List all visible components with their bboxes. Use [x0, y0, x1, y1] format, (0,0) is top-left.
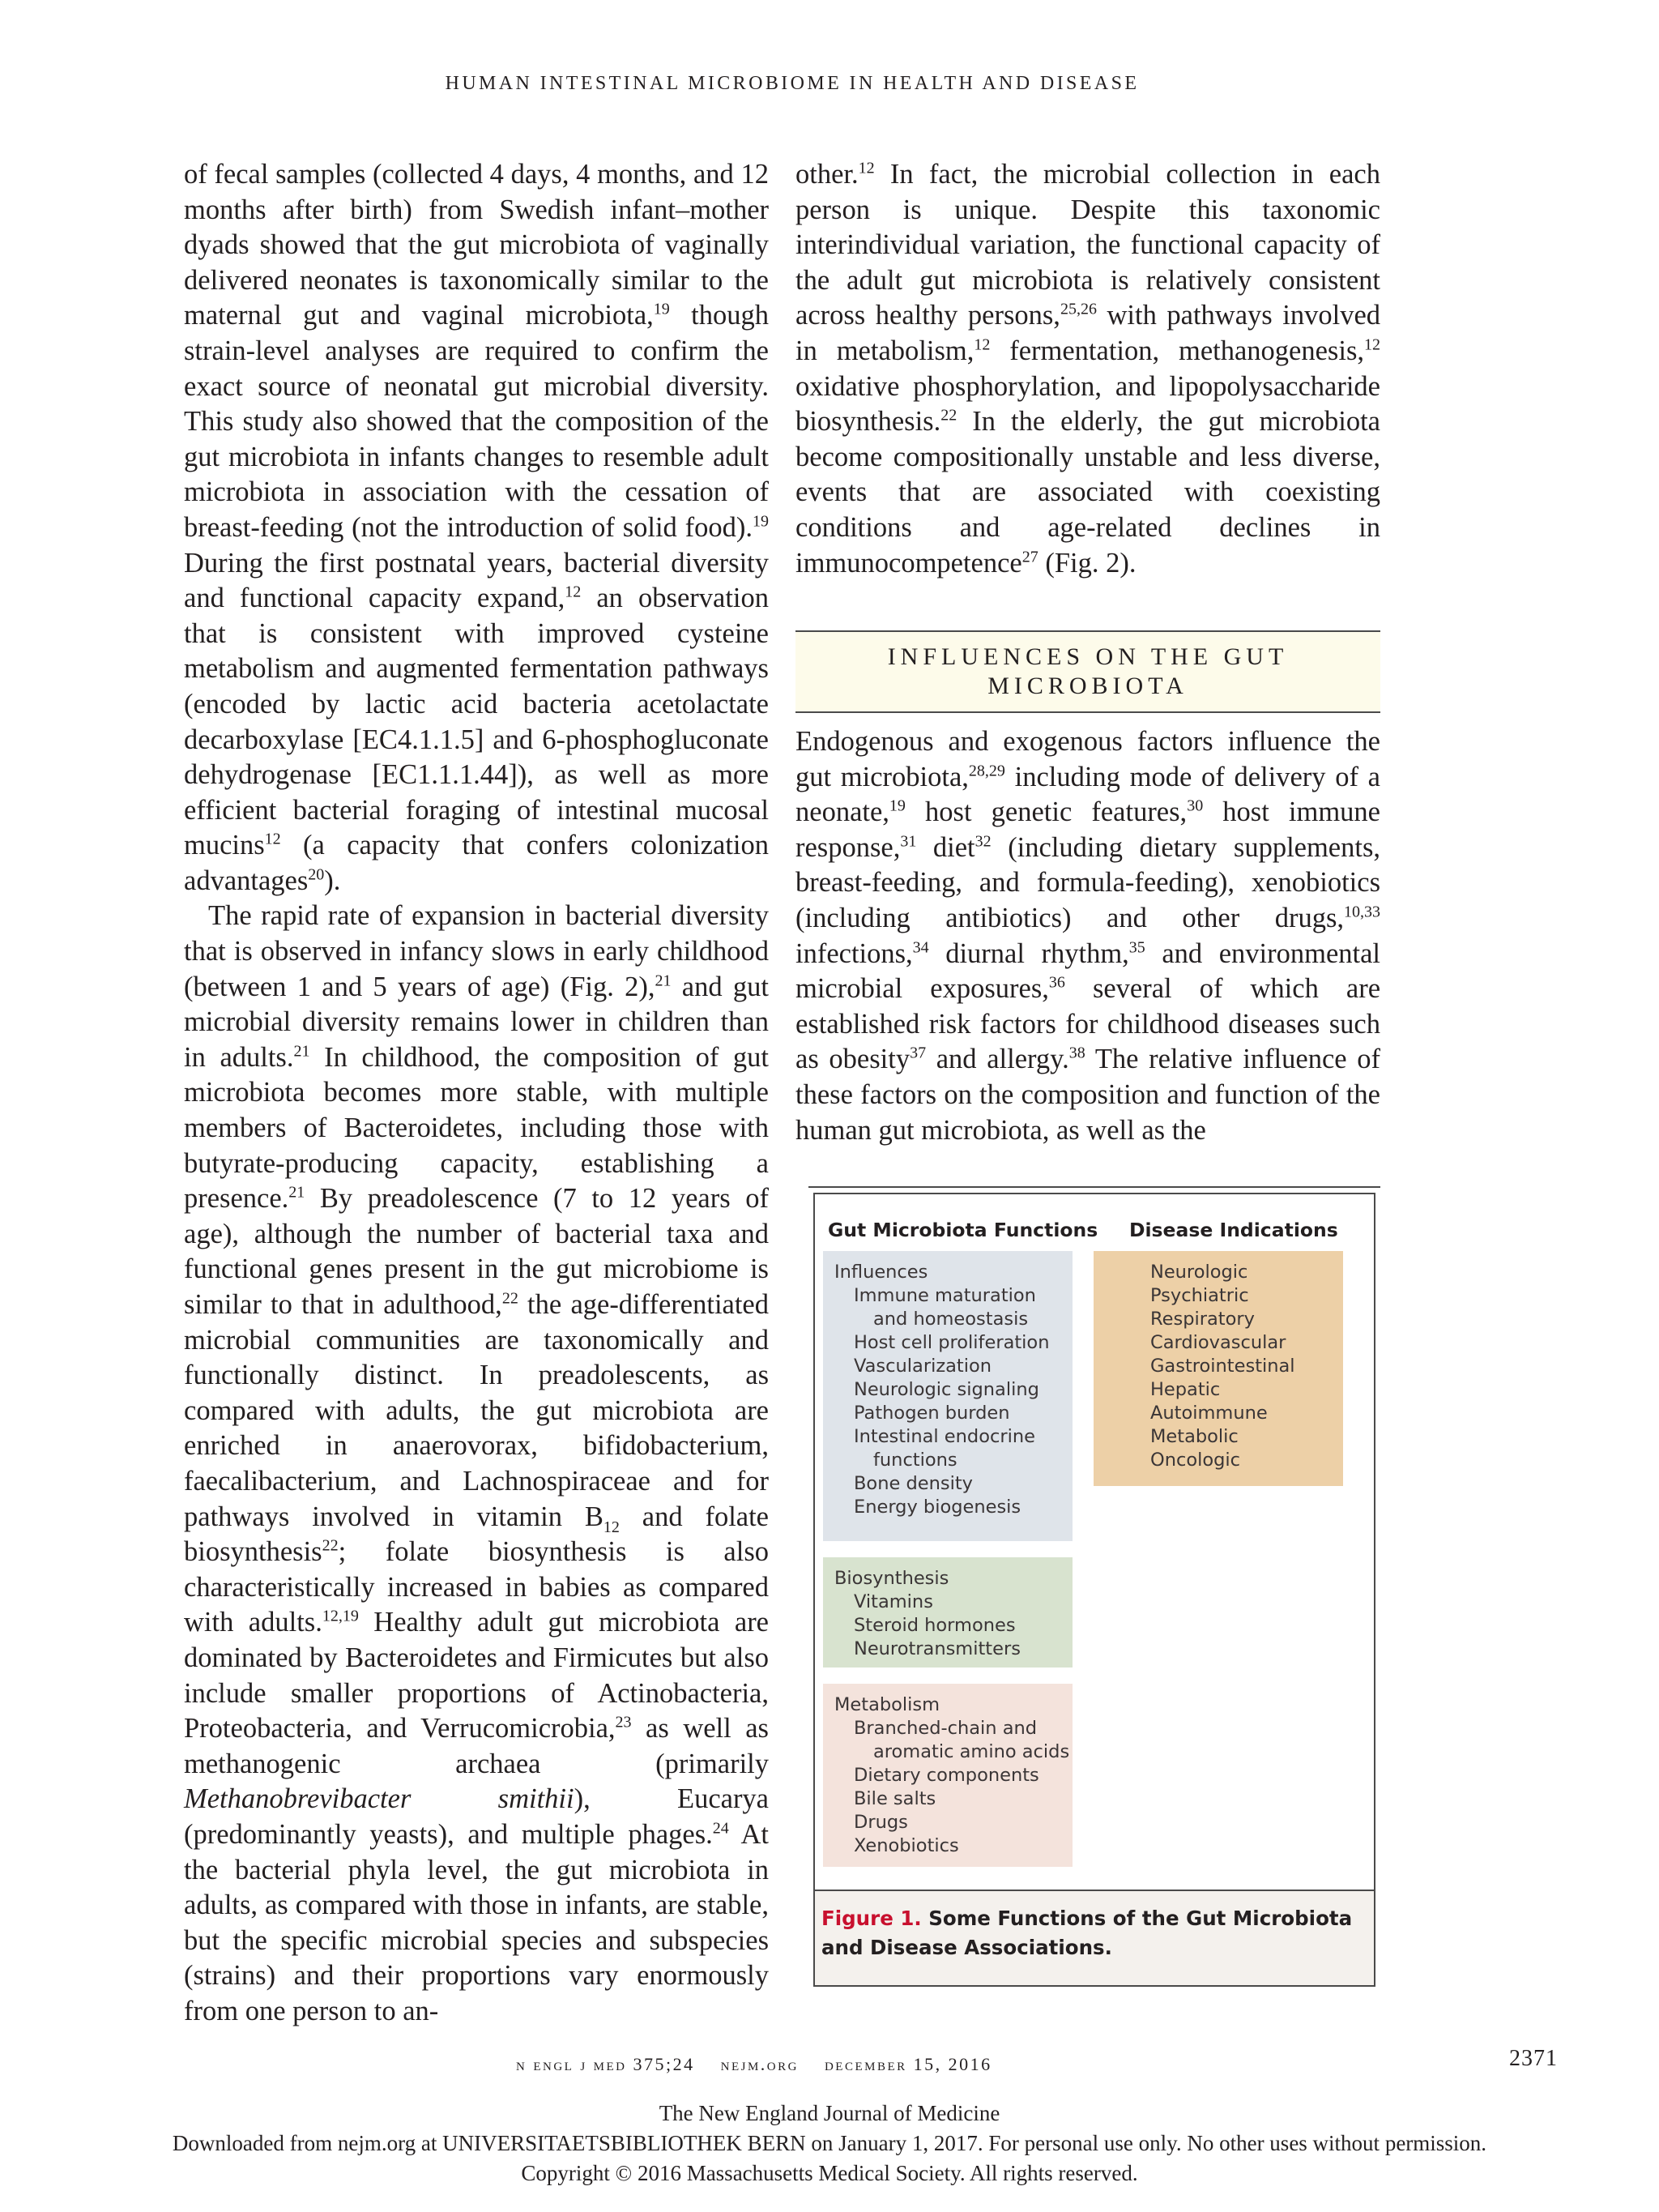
- disease-item: Gastrointestinal: [1150, 1356, 1295, 1377]
- text-run: (Fig. 2).: [1038, 547, 1137, 579]
- text-run: diurnal rhythm,: [928, 937, 1129, 969]
- download-notice: [0, 2099, 1659, 2189]
- citation: 22: [501, 1289, 518, 1308]
- text-run: ; folate biosynthesis is also characteristically increased in babies as compared with adults.: [184, 1536, 769, 1638]
- text-run: the age-differentiated microbial communities are taxonomically and functionally distinct. In preadolescents, as compared with adults, the gut microbiota are enriched in anaerovorax, bifidobacterium, faecalibacterium, and Lachnospiraceae and for pathways involved in vitamin B: [184, 1289, 769, 1532]
- right-column-bottom: [795, 724, 1380, 1148]
- disease-item: Metabolic: [1150, 1426, 1239, 1447]
- citation: 19: [653, 300, 670, 318]
- text-run: Endogenous and exogenous factors influence the gut microbiota,: [795, 726, 1380, 792]
- diseases-heading: Disease Indications: [1129, 1219, 1338, 1241]
- citation: 21: [293, 1042, 310, 1061]
- left-column: [184, 157, 769, 2029]
- citation: 25,26: [1060, 300, 1097, 318]
- right-paragraph-1: [795, 157, 1380, 581]
- influences-title: Influences: [834, 1262, 928, 1283]
- citation: 27: [1021, 548, 1038, 566]
- text-run: In fact, the microbial collection in each person is unique. Despite this taxonomic interindividual variation, the functional capacity of the adult gut microbiota is relatively consistent across healthy persons,: [795, 159, 1380, 331]
- text-run: oxidative phosphorylation, and lipopolysaccharide biosynthesis.: [795, 370, 1380, 438]
- text-run: and allergy.: [926, 1044, 1069, 1075]
- citation: 22: [940, 406, 957, 425]
- metabolism-title: Metabolism: [834, 1694, 940, 1715]
- notice-line-2: Downloaded from nejm.org at UNIVERSITAETSBIBLIOTHEK BERN on January 1, 2017. For personal use only. No other uses without permission.: [172, 2131, 1487, 2155]
- text-run: though strain-level analyses are required to confirm the exact source of neonatal gut microbial diversity. This study also showed that the composition of the gut microbiota in infants changes to resemble adult microbiota in association with the cessation of breast-feeding (not the introduction of solid food).: [184, 300, 769, 543]
- citation: 12: [264, 830, 281, 848]
- notice-line-1: The New England Journal of Medicine: [659, 2101, 1000, 2125]
- disease-box: [1094, 1251, 1343, 1486]
- text-run: (including dietary supplements, breast-feeding, and formula-feeding), xenobiotics (including antibiotics) and other drugs,: [795, 831, 1381, 933]
- text-run: The relative influence of these factors on the composition and function of the human gut microbiota, as well as the: [795, 1044, 1380, 1146]
- figure-1: [808, 1186, 1380, 1993]
- functions-heading: Gut Microbiota Functions: [828, 1219, 1098, 1241]
- citation: 38: [1068, 1044, 1085, 1062]
- influences-item: and homeostasis: [873, 1309, 1029, 1330]
- text-run: and gut microbial diversity remains lower in children than in adults.: [184, 971, 769, 1073]
- species-name: Methanobrevibacter smithii: [184, 1783, 574, 1815]
- disease-item: Hepatic: [1150, 1379, 1221, 1400]
- text-run: including mode of delivery of a neonate,: [795, 761, 1380, 828]
- figure-top-rule: [808, 1186, 1380, 1188]
- biosynthesis-title: Biosynthesis: [834, 1568, 949, 1589]
- figure-caption: [815, 1890, 1374, 1985]
- influences-item: Energy biogenesis: [854, 1497, 1021, 1518]
- text-run: diet: [916, 831, 975, 863]
- influences-item: Immune maturation: [854, 1285, 1036, 1306]
- text-run: By preadolescence (7 to 12 years of age), although the number of bacterial taxa and functional genes present in the gut microbiome is similar to that in adulthood,: [184, 1183, 769, 1320]
- right-paragraph-2: [795, 724, 1380, 1148]
- influences-item: Neurologic signaling: [854, 1379, 1039, 1400]
- biosynthesis-box: [823, 1557, 1073, 1668]
- influences-item: Bone density: [854, 1473, 973, 1494]
- citation: 23: [615, 1713, 632, 1732]
- section-heading: [795, 630, 1380, 713]
- metabolism-item: Drugs: [854, 1812, 908, 1833]
- citation: 19: [889, 796, 906, 815]
- citation: 20: [308, 865, 325, 884]
- running-head: HUMAN INTESTINAL MICROBIOME IN HEALTH AND DISEASE: [445, 73, 1140, 94]
- citation: 37: [910, 1044, 927, 1062]
- text-run: as well as methanogenic archaea (primarily: [184, 1713, 769, 1779]
- citation: 21: [288, 1183, 305, 1202]
- citation: 10,33: [1344, 903, 1380, 921]
- text-run: ), Eucarya (predominantly yeasts), and multiple phages.: [184, 1783, 769, 1850]
- citation: 30: [1187, 796, 1204, 815]
- citation: 12: [858, 159, 875, 177]
- metabolism-item: Xenobiotics: [854, 1835, 959, 1856]
- text-run: an observation that is consistent with improved cysteine metabolism and augmented fermentation pathways (encoded by lactic acid bacteria acetolactate decarboxylase [EC4.1.1.5] and 6-phosphogluconate dehydrogenase [EC1.1.1.44]), as well as more efficient bacterial foraging of intestinal mucosal mucins: [184, 583, 770, 861]
- metabolism-item: aromatic amino acids: [873, 1741, 1070, 1762]
- disease-item: Autoimmune: [1150, 1403, 1268, 1424]
- citation: 12: [974, 335, 991, 354]
- text-run: ).: [324, 865, 341, 896]
- influences-item: Vascularization: [854, 1356, 992, 1377]
- influences-item: functions: [873, 1450, 957, 1471]
- citation: 12: [565, 583, 582, 601]
- section-heading-text: INFLUENCES ON THE GUT MICROBIOTA: [887, 643, 1289, 699]
- biosynthesis-item: Steroid hormones: [854, 1615, 1016, 1636]
- text-run: with pathways involved in metabolism,: [795, 300, 1381, 366]
- left-paragraph-2: [184, 899, 769, 2029]
- citation: 28,29: [968, 762, 1005, 780]
- metabolism-item: Bile salts: [854, 1788, 936, 1809]
- biosynthesis-item: Neurotransmitters: [854, 1638, 1021, 1659]
- influences-box: [823, 1251, 1073, 1541]
- disease-item: Respiratory: [1150, 1309, 1255, 1330]
- text-run: In childhood, the composition of gut microbiota becomes more stable, with multiple members of Bacteroidetes, including those with butyrate-producing capacity, establishing a presence.: [184, 1041, 769, 1215]
- disease-item: Oncologic: [1150, 1450, 1241, 1471]
- subscript: 12: [603, 1518, 620, 1536]
- figure-box: [813, 1193, 1375, 1987]
- metabolism-box: [823, 1684, 1073, 1867]
- text-run: Healthy adult gut microbiota are dominated by Bacteroidetes and Firmicutes but also include smaller proportions of Actinobacteria, Proteobacteria, and Verrucomicrobia,: [184, 1607, 769, 1744]
- text-run: infections,: [795, 937, 913, 969]
- text-run: (a capacity that confers colonization advantages: [184, 830, 769, 896]
- text-run: host genetic features,: [905, 796, 1188, 828]
- metabolism-item: Branched-chain and: [854, 1718, 1038, 1739]
- journal-citation: n engl j med 375;24 nejm.org december 15, 2016: [516, 2054, 992, 2074]
- caption-text: Some Functions of the Gut Microbiota and Disease Associations.: [821, 1907, 1353, 1959]
- left-paragraph-1: [184, 157, 769, 899]
- figure-label: Figure 1.: [821, 1907, 922, 1930]
- text-run: of fecal samples (collected 4 days, 4 months, and 12 months after birth) from Swedish infant–mother dyads showed that the gut microbiota of vaginally delivered neonates is taxonomically similar to the maternal gut and vaginal microbiota,: [184, 159, 769, 331]
- text-run: several of which are established risk factors for childhood diseases such as obesity: [795, 973, 1381, 1075]
- text-run: and environmental microbial exposures,: [795, 937, 1380, 1005]
- citation: 19: [753, 512, 769, 531]
- text-run: At the bacterial phyla level, the gut microbiota in adults, as compared with those in infants, are stable, but the specific microbial species and subspecies (strains) and their proportions vary enormously from one person to an-: [184, 1818, 769, 2026]
- page-number: 2371: [1509, 2046, 1558, 2071]
- citation: 32: [975, 832, 992, 851]
- citation: 22: [322, 1536, 339, 1555]
- citation: 31: [900, 832, 917, 851]
- disease-item: Neurologic: [1150, 1262, 1248, 1283]
- disease-item: Cardiovascular: [1150, 1332, 1286, 1353]
- text-run: The rapid rate of expansion in bacterial diversity that is observed in infancy slows in early childhood (between 1 and 5 years of age) (Fig. 2),: [184, 900, 769, 1002]
- metabolism-item: Dietary components: [854, 1765, 1039, 1786]
- text-run: In the elderly, the gut microbiota become compositionally unstable and less diverse, events that are associated with coexisting conditions and age-related declines in immunocompetence: [795, 406, 1380, 579]
- right-column-top: [795, 157, 1380, 581]
- influences-item: Host cell proliferation: [854, 1332, 1050, 1353]
- text-run: other.: [795, 159, 859, 190]
- disease-item: Psychiatric: [1150, 1285, 1249, 1306]
- text-run: host immune response,: [795, 796, 1380, 863]
- citation: 12: [1364, 335, 1380, 354]
- citation: 36: [1048, 973, 1065, 992]
- text-run: During the first postnatal years, bacterial diversity and functional capacity expand,: [184, 547, 769, 614]
- citation: 24: [712, 1819, 729, 1838]
- citation: 35: [1128, 938, 1145, 957]
- citation: 34: [912, 938, 929, 957]
- citation: 12,19: [322, 1607, 359, 1625]
- text-run: and folate biosynthesis: [184, 1501, 769, 1568]
- text-run: fermentation, methanogenesis,: [990, 335, 1364, 366]
- influences-item: Pathogen burden: [854, 1403, 1010, 1424]
- biosynthesis-item: Vitamins: [854, 1591, 933, 1612]
- citation: 21: [655, 971, 672, 990]
- notice-line-3: Copyright © 2016 Massachusetts Medical Society. All rights reserved.: [521, 2161, 1138, 2185]
- influences-item: Intestinal endocrine: [854, 1426, 1035, 1447]
